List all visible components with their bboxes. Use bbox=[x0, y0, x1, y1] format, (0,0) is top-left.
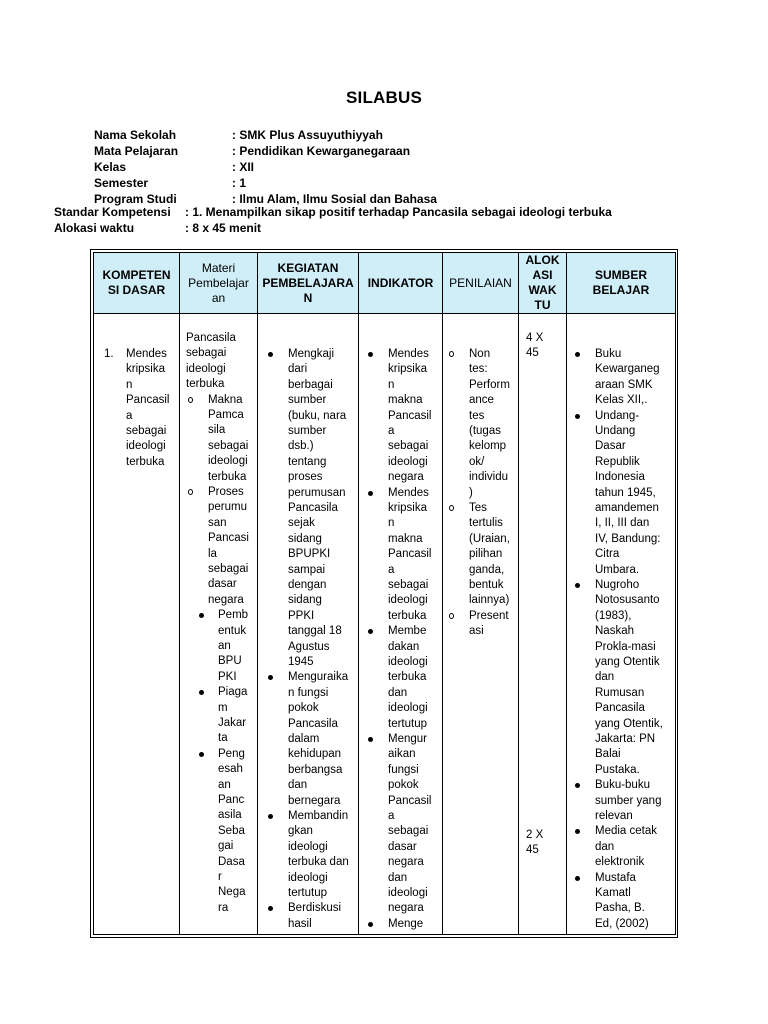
materi-text-line: Pancasi bbox=[208, 532, 249, 545]
bullet-circle-icon bbox=[449, 613, 454, 619]
sumber-text-line: Undang bbox=[595, 425, 636, 437]
alokasi-text-line: 2 X bbox=[526, 829, 544, 841]
sumber-text-line: relevan bbox=[595, 810, 633, 822]
penilaian-text-line: Non bbox=[469, 348, 491, 360]
indikator-text-line: dan bbox=[388, 686, 408, 699]
kompetensi-text-line: kripsika bbox=[126, 363, 165, 376]
header-text-line: Pembelajar bbox=[188, 275, 249, 290]
indikator-text-line: dasar bbox=[388, 840, 417, 853]
header-text-line: Materi bbox=[201, 260, 236, 275]
indikator-text-line: sebagai bbox=[388, 440, 429, 453]
bullet-dot-icon bbox=[368, 352, 373, 357]
indikator-text-line: pokok bbox=[388, 779, 419, 792]
kegiatan-text-line: Menguraika bbox=[288, 671, 349, 684]
kompetensi-text-line: terbuka bbox=[126, 455, 165, 468]
indikator-text-line: n bbox=[388, 378, 395, 391]
kompetensi-text-line: ideologi bbox=[126, 440, 166, 453]
meta-value: : 8 x 45 menit bbox=[185, 221, 262, 235]
materi-text-line: an bbox=[218, 640, 231, 652]
cell-kegiatan-pembelajaran bbox=[258, 314, 359, 935]
header-text-line: INDIKATOR bbox=[367, 275, 434, 290]
header-text-line: TU bbox=[534, 298, 551, 312]
kegiatan-text-line: berbangsa bbox=[288, 763, 343, 776]
kegiatan-text-line: sampai bbox=[288, 563, 326, 576]
materi-text-line: Pemb bbox=[218, 609, 249, 622]
materi-text-line: terbuka bbox=[208, 470, 247, 483]
sumber-text-line: Media cetak bbox=[595, 825, 658, 838]
sumber-text-line: Nugroho bbox=[595, 579, 640, 591]
header-text-line: WAK bbox=[528, 283, 557, 297]
materi-text-line: Dasa bbox=[218, 855, 245, 868]
kegiatan-text-line: Pancasila bbox=[288, 502, 338, 514]
document-title: SILABUS bbox=[345, 88, 423, 107]
sumber-text-line: Notosusanto bbox=[595, 594, 660, 607]
kegiatan-text-line: dari bbox=[288, 363, 308, 376]
indikator-text-line: Mendes bbox=[388, 348, 429, 360]
sumber-text-line: araan SMK bbox=[595, 378, 653, 391]
sumber-text-line: tahun 1945, bbox=[595, 486, 656, 499]
sumber-text-line: Citra bbox=[595, 548, 620, 561]
bullet-dot-icon bbox=[575, 876, 580, 881]
cell-kompetensi-dasar bbox=[94, 314, 180, 935]
sumber-text-line: sumber yang bbox=[595, 794, 662, 807]
materi-text-line: Pamca bbox=[208, 409, 244, 421]
materi-text-line: dasar bbox=[208, 578, 237, 591]
materi-text-line: la bbox=[208, 547, 217, 560]
sumber-text-line: IV, Bandung: bbox=[595, 532, 661, 545]
materi-text-line: san bbox=[208, 516, 227, 529]
indikator-text-line: Mengur bbox=[388, 733, 427, 745]
penilaian-text-line: ) bbox=[469, 486, 473, 499]
header-text-line: KEGIATAN bbox=[277, 260, 339, 275]
sumber-text-line: Mustafa bbox=[595, 871, 636, 884]
sumber-text-line: (1983), bbox=[595, 609, 632, 622]
kegiatan-text-line: BPUPKI bbox=[288, 548, 331, 561]
materi-text-line: Panc bbox=[218, 794, 245, 806]
materi-text-line: Peng bbox=[218, 747, 245, 760]
indikator-text-line: sebagai bbox=[388, 579, 429, 591]
cell-penilaian bbox=[443, 314, 519, 935]
header-alokasi-waktu bbox=[519, 253, 567, 314]
materi-text-line: BPU bbox=[218, 655, 242, 668]
kompetensi-text-line: Mendes bbox=[126, 348, 167, 360]
meta-value: : Ilmu Alam, Ilmu Sosial dan Bahasa bbox=[232, 192, 437, 206]
penilaian-text-line: Perform bbox=[469, 378, 510, 391]
indikator-text-line: Mendes bbox=[388, 486, 429, 499]
meta-value: : Pendidikan Kewarganegaraan bbox=[232, 144, 411, 158]
kegiatan-text-line: Pancasila bbox=[288, 717, 338, 730]
materi-text-line: sebagai bbox=[208, 439, 249, 452]
penilaian-text-line: tes: bbox=[469, 363, 488, 376]
header-text-line: BELAJAR bbox=[592, 283, 650, 297]
sumber-text-line: Balai bbox=[595, 748, 621, 761]
bullet-circle-icon bbox=[188, 489, 193, 495]
kegiatan-text-line: dengan bbox=[288, 579, 327, 591]
indikator-text-line: terbuka bbox=[388, 609, 427, 622]
sumber-text-line: Kelas XII,. bbox=[595, 394, 648, 407]
indikator-text-line: a bbox=[388, 810, 395, 822]
indikator-text-line: Pancasil bbox=[388, 409, 432, 422]
sumber-text-line: Kewarganeg bbox=[595, 363, 660, 376]
header-text-line: PENILAIAN bbox=[449, 275, 512, 290]
kegiatan-text-line: sidang bbox=[288, 532, 322, 545]
indikator-text-line: ideologi bbox=[388, 702, 428, 715]
kegiatan-text-line: gkan bbox=[288, 825, 313, 838]
kegiatan-text-line: sumber bbox=[288, 394, 327, 407]
kegiatan-text-line: sidang bbox=[288, 594, 322, 607]
header-penilaian bbox=[443, 253, 519, 314]
sumber-text-line: dan bbox=[595, 840, 615, 853]
indikator-text-line: Membe bbox=[388, 625, 427, 638]
penilaian-text-line: kelomp bbox=[469, 440, 507, 453]
kegiatan-text-line: dalam bbox=[288, 733, 320, 745]
bullet-dot-icon bbox=[575, 783, 580, 788]
cell-indikator bbox=[359, 314, 443, 935]
indikator-text-line: ideologi bbox=[388, 455, 428, 468]
materi-text-line: Jakar bbox=[218, 717, 247, 729]
meta-value: : XII bbox=[232, 160, 255, 174]
kegiatan-text-line: berbagai bbox=[288, 378, 333, 391]
cell-alokasi-waktu bbox=[519, 314, 567, 935]
materi-text-line: Seba bbox=[218, 824, 245, 837]
bullet-dot-icon bbox=[268, 675, 273, 680]
sumber-text-line: Umbara. bbox=[595, 563, 640, 576]
bullet-dot-icon bbox=[268, 906, 273, 911]
penilaian-text-line: tes bbox=[469, 409, 485, 422]
header-text-line: an bbox=[211, 290, 226, 305]
indikator-text-line: aikan bbox=[388, 748, 416, 761]
materi-text-line: ideologi bbox=[208, 455, 248, 468]
kegiatan-text-line: ideologi bbox=[288, 840, 328, 853]
bullet-dot-icon bbox=[575, 583, 580, 588]
alokasi-text-line: 45 bbox=[526, 844, 539, 857]
syllabus-table bbox=[93, 252, 676, 935]
header-text-line: KOMPETEN bbox=[102, 268, 171, 282]
kegiatan-text-line: tertutup bbox=[288, 887, 327, 899]
sumber-text-line: Ed, (2002) bbox=[595, 917, 649, 930]
indikator-text-line: Pancasil bbox=[388, 794, 432, 807]
kegiatan-text-line: hasil bbox=[288, 917, 312, 930]
meta-label: Mata Pelajaran bbox=[94, 144, 179, 158]
kompetensi-text-line: sebagai bbox=[126, 425, 167, 437]
kegiatan-text-line: dsb.) bbox=[288, 440, 314, 453]
bullet-dot-icon bbox=[575, 352, 580, 357]
materi-text-line: gai bbox=[218, 840, 234, 853]
header-kegiatan-pembelajaran bbox=[258, 253, 359, 314]
indikator-text-line: negara bbox=[388, 471, 424, 484]
sumber-text-line: Jakarta: PN bbox=[595, 733, 656, 745]
kegiatan-text-line: PPKI bbox=[288, 609, 315, 622]
sumber-text-line: Rumusan bbox=[595, 686, 645, 699]
kegiatan-text-line: tentang bbox=[288, 455, 327, 468]
kegiatan-text-line: ideologi bbox=[288, 871, 328, 884]
materi-text-line: entuk bbox=[218, 624, 247, 637]
penilaian-text-line: Tes bbox=[469, 502, 487, 514]
penilaian-text-line: ance bbox=[469, 394, 494, 407]
meta-label: Semester bbox=[94, 176, 149, 190]
bullet-dot-icon bbox=[268, 814, 273, 819]
sumber-text-line: I, II, III dan bbox=[595, 517, 650, 530]
kegiatan-text-line: dan bbox=[288, 779, 308, 792]
sumber-text-line: Prokla-masi bbox=[595, 640, 656, 653]
sumber-text-line: Kamatl bbox=[595, 887, 631, 899]
header-text-line: N bbox=[303, 290, 313, 305]
bullet-dot-icon bbox=[368, 922, 373, 927]
indikator-text-line: terbuka bbox=[388, 671, 427, 684]
penilaian-text-line: Present bbox=[469, 609, 509, 622]
sumber-text-line: Buku-buku bbox=[595, 779, 650, 792]
bullet-dot-icon bbox=[368, 629, 373, 634]
meta-label: Standar Kompetensi bbox=[54, 205, 171, 219]
kegiatan-text-line: tanggal 18 bbox=[288, 625, 342, 638]
header-materi-pembelajaran bbox=[180, 253, 258, 314]
penilaian-text-line: lainnya) bbox=[469, 594, 510, 607]
indikator-text-line: sebagai bbox=[388, 825, 429, 838]
meta-label: Kelas bbox=[94, 160, 127, 174]
meta-value: : 1. Menampilkan sikap positif terhadap Pancasila sebagai ideologi terbuka bbox=[185, 205, 612, 219]
materi-text-line: Nega bbox=[218, 886, 246, 899]
sumber-text-line: Pustaka. bbox=[595, 763, 640, 776]
kompetensi-text-line: Pancasil bbox=[126, 394, 170, 407]
penilaian-text-line: asi bbox=[469, 625, 484, 638]
indikator-text-line: a bbox=[388, 425, 395, 437]
materi-text-line: r bbox=[218, 871, 222, 883]
kegiatan-text-line: sumber bbox=[288, 425, 327, 437]
bullet-circle-icon bbox=[449, 505, 454, 511]
header-kompetensi-dasar bbox=[94, 253, 180, 314]
penilaian-text-line: tertulis bbox=[469, 517, 503, 530]
kegiatan-text-line: Berdiskusi bbox=[288, 902, 342, 915]
indikator-text-line: dan bbox=[388, 871, 408, 884]
kegiatan-text-line: pokok bbox=[288, 702, 319, 715]
materi-text-line: sebagai bbox=[208, 563, 249, 575]
indikator-text-line: Menge bbox=[388, 917, 424, 930]
bullet-dot-icon bbox=[368, 737, 373, 742]
materi-text-line: sila bbox=[208, 424, 226, 437]
sumber-text-line: Naskah bbox=[595, 625, 634, 638]
meta-value: : 1 bbox=[232, 176, 247, 190]
sumber-text-line: elektronik bbox=[595, 856, 645, 869]
penilaian-text-line: bentuk bbox=[469, 579, 504, 591]
sumber-text-line: Undang- bbox=[595, 409, 640, 422]
kegiatan-text-line: (buku, nara bbox=[288, 409, 347, 422]
bullet-dot-icon bbox=[199, 613, 204, 618]
header-text-line: SUMBER bbox=[594, 268, 647, 282]
header-text-line: ASI bbox=[532, 268, 553, 282]
indikator-text-line: makna bbox=[388, 532, 423, 545]
bullet-dot-icon bbox=[268, 352, 273, 357]
kegiatan-text-line: Mengkaji bbox=[288, 348, 335, 360]
materi-text-line: Piaga bbox=[218, 686, 248, 699]
bullet-dot-icon bbox=[368, 491, 373, 496]
meta-label: Nama Sekolah bbox=[94, 128, 177, 142]
materi-text-line: an bbox=[218, 778, 231, 791]
kegiatan-text-line: n fungsi bbox=[288, 686, 329, 699]
materi-text-line: Proses bbox=[208, 486, 244, 498]
kegiatan-text-line: kehidupan bbox=[288, 748, 342, 761]
header-indikator bbox=[359, 253, 443, 314]
materi-text-line: ideologi bbox=[186, 362, 226, 375]
indikator-text-line: kripsika bbox=[388, 363, 427, 376]
indikator-text-line: negara bbox=[388, 902, 424, 915]
sumber-text-line: yang Otentik, bbox=[595, 717, 663, 730]
materi-text-line: sebagai bbox=[186, 347, 227, 360]
indikator-text-line: n bbox=[388, 517, 395, 530]
bullet-circle-icon bbox=[188, 397, 193, 403]
indikator-text-line: Pancasil bbox=[388, 548, 432, 561]
sumber-text-line: Buku bbox=[595, 348, 622, 360]
kegiatan-text-line: Membandin bbox=[288, 810, 349, 822]
indikator-text-line: a bbox=[388, 563, 395, 576]
cell-sumber-belajar bbox=[567, 314, 676, 935]
materi-text-line: terbuka bbox=[186, 378, 225, 391]
penilaian-text-line: ok/ bbox=[469, 455, 485, 468]
bullet-dot-icon bbox=[575, 414, 580, 419]
materi-text-line: perumu bbox=[208, 501, 247, 514]
bullet-circle-icon bbox=[449, 351, 454, 357]
materi-text-line: m bbox=[218, 701, 228, 714]
kompetensi-text-line: a bbox=[126, 409, 133, 422]
indikator-text-line: fungsi bbox=[388, 763, 419, 776]
materi-text-line: negara bbox=[208, 593, 244, 606]
materi-text-line: PKI bbox=[218, 670, 237, 683]
alokasi-text-line: 4 X bbox=[526, 332, 544, 344]
materi-text-line: Pancasila bbox=[186, 332, 236, 344]
bullet-dot-icon bbox=[575, 829, 580, 834]
sumber-text-line: Republik bbox=[595, 455, 640, 468]
sumber-text-line: yang Otentik bbox=[595, 656, 660, 668]
indikator-text-line: ideologi bbox=[388, 887, 428, 899]
kegiatan-text-line: Agustus bbox=[288, 640, 330, 653]
meta-label: Alokasi waktu bbox=[54, 221, 135, 235]
indikator-text-line: ideologi bbox=[388, 656, 428, 668]
cell-materi-pembelajaran bbox=[180, 314, 258, 935]
penilaian-text-line: (Uraian, bbox=[469, 532, 510, 545]
sumber-text-line: dan bbox=[595, 671, 615, 684]
kegiatan-text-line: terbuka dan bbox=[288, 856, 349, 869]
penilaian-text-line: (tugas bbox=[469, 425, 501, 437]
indikator-text-line: ideologi bbox=[388, 594, 428, 607]
indikator-text-line: negara bbox=[388, 856, 424, 869]
indikator-text-line: kripsika bbox=[388, 502, 427, 514]
header-text-line: ALOK bbox=[525, 253, 560, 267]
materi-text-line: asila bbox=[218, 809, 242, 822]
penilaian-text-line: pilihan bbox=[469, 548, 503, 561]
materi-text-line: Makna bbox=[208, 393, 243, 406]
materi-text-line: ta bbox=[218, 732, 228, 745]
bullet-dot-icon bbox=[199, 752, 204, 757]
sumber-text-line: Pasha, B. bbox=[595, 902, 645, 915]
bullet-dot-icon bbox=[199, 690, 204, 695]
kegiatan-text-line: 1945 bbox=[288, 656, 314, 668]
penilaian-text-line: individu bbox=[469, 471, 508, 484]
sumber-text-line: Dasar bbox=[595, 440, 626, 453]
materi-text-line: esah bbox=[218, 763, 243, 776]
indikator-text-line: dakan bbox=[388, 640, 420, 653]
header-sumber-belajar bbox=[567, 253, 676, 314]
sumber-text-line: amandemen bbox=[595, 502, 659, 514]
list-number: 1. bbox=[104, 348, 114, 360]
penilaian-text-line: ganda, bbox=[469, 563, 505, 576]
header-text-line: SI DASAR bbox=[107, 283, 166, 297]
sumber-text-line: Pancasila bbox=[595, 702, 645, 715]
kompetensi-text-line: n bbox=[126, 378, 133, 391]
sumber-text-line: Indonesia bbox=[595, 471, 645, 484]
header-text-line: PEMBELAJARA bbox=[262, 275, 354, 290]
meta-label: Program Studi bbox=[94, 192, 177, 206]
meta-value: : SMK Plus Assuyuthiyyah bbox=[232, 128, 383, 142]
kegiatan-text-line: sejak bbox=[288, 517, 315, 530]
kegiatan-text-line: perumusan bbox=[288, 486, 346, 499]
kegiatan-text-line: proses bbox=[288, 471, 323, 484]
alokasi-text-line: 45 bbox=[526, 347, 539, 360]
indikator-text-line: tertutup bbox=[388, 717, 427, 730]
kegiatan-text-line: bernegara bbox=[288, 794, 341, 807]
indikator-text-line: makna bbox=[388, 394, 423, 407]
materi-text-line: ra bbox=[218, 901, 229, 914]
